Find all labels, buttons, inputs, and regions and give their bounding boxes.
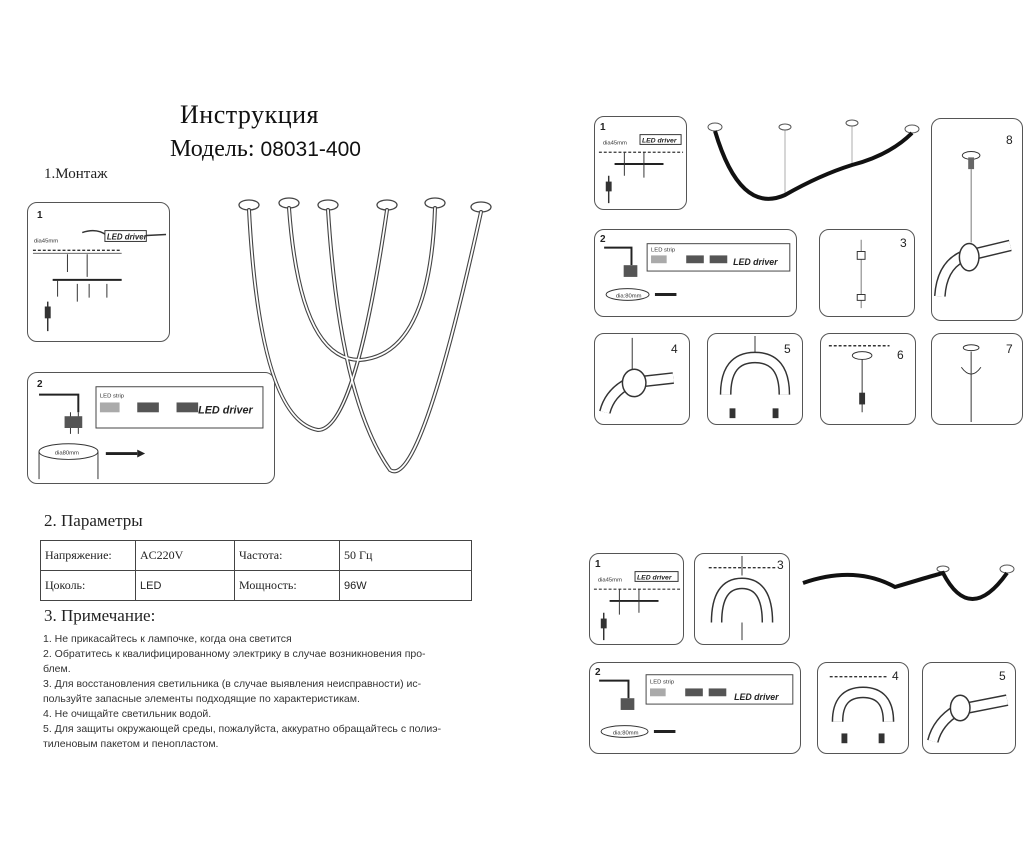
note-line: 1. Не прикасайтесь к лампочке, когда она светится xyxy=(43,633,292,645)
param-value: 96W xyxy=(340,571,472,601)
wiring-diagram xyxy=(595,230,796,316)
dia80-label: dia80mm xyxy=(54,450,79,457)
tube-clamp-diagram xyxy=(595,334,689,424)
canopy-fix-diagram xyxy=(932,334,1022,424)
right-step-6-panel xyxy=(820,333,916,425)
led-strip-label: LED strip xyxy=(99,393,125,400)
document-title: Инструкция xyxy=(180,100,319,129)
bottom-step-2-panel xyxy=(589,662,801,754)
param-value: AC220V xyxy=(136,541,235,571)
step-number: 5 xyxy=(999,669,1006,683)
right-step-8-panel xyxy=(931,118,1023,321)
dia-label: dia:80mm xyxy=(615,293,642,300)
wave-overview-illustration xyxy=(795,555,1020,635)
cable-hook-diagram xyxy=(820,230,914,316)
step-number: 5 xyxy=(784,342,791,356)
table-row xyxy=(41,541,472,571)
model-label: Модель: xyxy=(170,136,255,162)
wiring-diagram xyxy=(590,663,800,753)
step-number: 4 xyxy=(892,669,899,683)
section-params-heading: 2. Параметры xyxy=(44,511,143,530)
led-loop-1 xyxy=(249,210,387,430)
table-row xyxy=(41,571,472,601)
dia45-label: dia45mm xyxy=(33,238,59,245)
step-number: 1 xyxy=(600,122,606,133)
bottom-step-3-panel xyxy=(694,553,790,645)
bottom-step-4-panel xyxy=(817,662,909,754)
led-loop-3 xyxy=(328,210,481,471)
step-number: 3 xyxy=(777,558,784,572)
note-line: 4. Не очищайте светильник водой. xyxy=(43,708,212,720)
led-driver-label: LED driver xyxy=(198,404,253,417)
led-driver-label: LED driver xyxy=(734,692,779,703)
notes-list xyxy=(43,632,483,752)
right-step-2-panel xyxy=(594,229,797,317)
bottom-step-1-panel xyxy=(589,553,684,645)
param-label: Частота: xyxy=(235,541,340,571)
params-table xyxy=(40,540,472,601)
clamp-ring-diagram xyxy=(818,663,908,753)
right-step-3-panel xyxy=(819,229,915,317)
ceiling-anchor-diagram xyxy=(821,334,915,424)
note-line: 5. Для защиты окружающей среды, пожалуйста, аккуратно обращайтесь с полиэ- xyxy=(43,723,442,735)
step-number: 1 xyxy=(37,210,43,221)
section-mount-heading: 1.Монтаж xyxy=(44,166,108,182)
param-label: Мощность: xyxy=(235,571,340,601)
model-number: 08031-400 xyxy=(260,138,361,161)
note-line: 3. Для восстановления светильника (в случае выявления неисправности) ис- xyxy=(43,678,422,690)
param-value: 50 Гц xyxy=(340,541,472,571)
left-step-1-panel xyxy=(27,202,170,342)
chandelier-illustration xyxy=(230,190,500,490)
note-line: 2. Обратитесь к квалифицированному электрику в случае возникновения про- xyxy=(43,648,426,660)
right-step-7-panel xyxy=(931,333,1023,425)
right-step-5-panel xyxy=(707,333,803,425)
dia-label: dia45mm xyxy=(602,140,627,147)
led-tube-wave xyxy=(715,131,912,199)
led-strip-label: LED strip xyxy=(650,679,675,686)
led-loop-2 xyxy=(289,208,435,360)
step-number: 3 xyxy=(900,236,907,250)
ceiling-mount-diagram xyxy=(28,203,169,341)
step-number: 6 xyxy=(897,348,904,362)
led-tube-wave xyxy=(803,573,1007,599)
ceiling-mount-diagram xyxy=(590,554,683,644)
led-driver-label: LED driver xyxy=(106,232,147,242)
step-number: 4 xyxy=(671,342,678,356)
dia-label: dia45mm xyxy=(597,577,622,584)
step-number: 1 xyxy=(595,559,601,570)
clamp-ring-diagram xyxy=(695,554,789,644)
ceiling-mount-diagram xyxy=(595,117,686,209)
suspension-assembly-diagram xyxy=(932,119,1022,320)
note-line: блем. xyxy=(43,663,71,675)
step-number: 2 xyxy=(37,379,43,390)
clamp-ring-diagram xyxy=(708,334,802,424)
right-step-4-panel xyxy=(594,333,690,425)
model-line xyxy=(170,136,361,163)
note-line: пользуйте запасные элементы подходящие по характеристикам. xyxy=(43,693,360,705)
note-line: тиленовым пакетом и пенопластом. xyxy=(43,738,219,750)
led-strip-label: LED strip xyxy=(651,247,676,254)
tube-clamp-diagram xyxy=(923,663,1015,753)
step-number: 8 xyxy=(1006,133,1013,147)
step-number: 7 xyxy=(1006,342,1013,356)
param-value: LED xyxy=(136,571,235,601)
bottom-step-5-panel xyxy=(922,662,1016,754)
step-number: 2 xyxy=(600,234,606,245)
param-label: Напряжение: xyxy=(41,541,136,571)
right-step-1-panel xyxy=(594,116,687,210)
led-driver-label: LED driver xyxy=(641,137,677,145)
led-driver-label: LED driver xyxy=(636,574,672,582)
wave-overview-illustration xyxy=(700,115,925,205)
step-number: 2 xyxy=(595,667,601,678)
section-notes-heading: 3. Примечание: xyxy=(44,606,156,625)
led-driver-label: LED driver xyxy=(733,257,778,268)
dia-label: dia:80mm xyxy=(612,730,639,737)
param-label: Цоколь: xyxy=(41,571,136,601)
